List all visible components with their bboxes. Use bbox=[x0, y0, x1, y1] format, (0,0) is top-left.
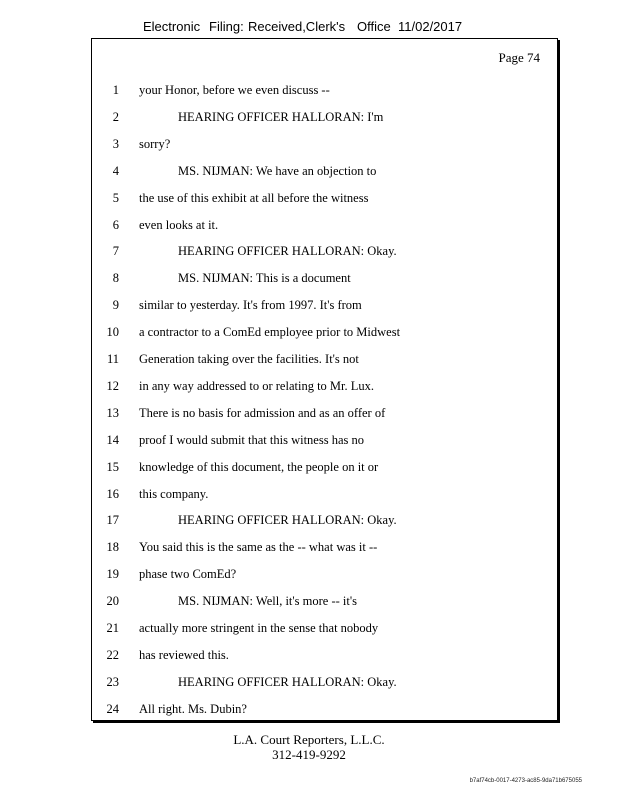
line-number: 1 bbox=[112, 83, 119, 97]
transcript-line bbox=[92, 135, 557, 153]
transcript-line bbox=[92, 296, 557, 314]
footer-phone: 312-419-9292 bbox=[272, 747, 346, 762]
transcript-line bbox=[92, 108, 557, 126]
line-text: MS. NIJMAN: We have an objection to bbox=[178, 163, 377, 178]
header-filing: Filing: bbox=[209, 19, 244, 34]
transcript-line bbox=[92, 673, 557, 691]
line-number: 17 bbox=[106, 513, 119, 528]
transcript-line bbox=[92, 162, 557, 180]
line-number: 7 bbox=[112, 244, 119, 259]
line-text: HEARING OFFICER HALLORAN: I'm bbox=[178, 109, 384, 124]
transcript-line bbox=[92, 592, 557, 610]
transcript-line bbox=[92, 189, 557, 207]
line-text: You said this is the same as the -- what was it -- bbox=[139, 540, 378, 555]
transcript-line bbox=[92, 377, 557, 395]
line-text: similar to yesterday. It's from 1997. It's from bbox=[139, 298, 362, 313]
line-number: 14 bbox=[106, 432, 119, 447]
line-number: 6 bbox=[112, 217, 119, 232]
transcript-line bbox=[92, 242, 557, 260]
line-number: 9 bbox=[112, 298, 119, 313]
line-number: 15 bbox=[106, 459, 119, 474]
transcript-line bbox=[92, 458, 557, 476]
transcript-line bbox=[92, 646, 557, 664]
line-number: 3 bbox=[112, 136, 119, 151]
filing-header bbox=[0, 19, 618, 37]
transcript-line bbox=[92, 216, 557, 234]
line-number: 24 bbox=[106, 701, 119, 716]
header-office: Office bbox=[357, 19, 391, 34]
line-text: even looks at it. bbox=[139, 217, 219, 232]
transcript-line bbox=[92, 700, 557, 718]
line-text: sorry? bbox=[139, 136, 171, 151]
document-id: b7af74cb-0017-4273-ac85-9da71b675055 bbox=[469, 778, 582, 784]
line-text: proof I would submit that this witness has no bbox=[139, 432, 364, 447]
line-number: 10 bbox=[106, 325, 119, 340]
line-number: 11 bbox=[106, 352, 119, 366]
line-text: All right. Ms. Dubin? bbox=[139, 701, 247, 716]
line-text: knowledge of this document, the people on it or bbox=[139, 459, 379, 474]
transcript-line bbox=[92, 404, 557, 422]
line-text: Generation taking over the facilities. It's not bbox=[139, 352, 359, 366]
line-number: 21 bbox=[106, 621, 119, 635]
transcript-line bbox=[92, 269, 557, 287]
transcript-line bbox=[92, 565, 557, 583]
header-received: Received,Clerk's bbox=[248, 19, 346, 34]
line-number: 2 bbox=[112, 109, 119, 124]
line-text: actually more stringent in the sense that nobody bbox=[139, 621, 379, 635]
line-number: 23 bbox=[106, 674, 119, 689]
line-text: MS. NIJMAN: This is a document bbox=[178, 271, 351, 286]
line-text: in any way addressed to or relating to Mr. Lux. bbox=[139, 378, 375, 393]
line-text: this company. bbox=[139, 486, 209, 501]
line-text: the use of this exhibit at all before the witness bbox=[139, 190, 369, 205]
line-number: 19 bbox=[106, 567, 119, 582]
line-number: 4 bbox=[112, 163, 119, 178]
line-number: 12 bbox=[106, 378, 119, 393]
line-text: phase two ComEd? bbox=[139, 567, 237, 582]
line-text: your Honor, before we even discuss -- bbox=[139, 83, 330, 97]
transcript-page bbox=[91, 38, 558, 721]
transcript-line bbox=[92, 350, 557, 368]
transcript-line bbox=[92, 485, 557, 503]
transcript-line bbox=[92, 431, 557, 449]
line-number: 8 bbox=[112, 271, 119, 286]
header-electronic: Electronic bbox=[143, 19, 201, 34]
line-number: 5 bbox=[112, 190, 119, 205]
line-text: There is no basis for admission and as an offer of bbox=[139, 405, 386, 420]
page-number: Page 74 bbox=[498, 50, 540, 65]
line-text: HEARING OFFICER HALLORAN: Okay. bbox=[178, 513, 397, 528]
header-date: 11/02/2017 bbox=[398, 19, 463, 34]
line-text: HEARING OFFICER HALLORAN: Okay. bbox=[178, 674, 397, 689]
line-text: a contractor to a ComEd employee prior to Midwest bbox=[139, 325, 401, 340]
line-number: 18 bbox=[106, 540, 119, 555]
transcript-line bbox=[92, 511, 557, 529]
transcript-line bbox=[92, 323, 557, 341]
footer-company: L.A. Court Reporters, L.L.C. bbox=[233, 732, 385, 747]
transcript-line bbox=[92, 619, 557, 637]
line-number: 16 bbox=[106, 486, 119, 501]
line-text: MS. NIJMAN: Well, it's more -- it's bbox=[178, 594, 357, 609]
transcript-line bbox=[92, 538, 557, 556]
line-text: HEARING OFFICER HALLORAN: Okay. bbox=[178, 244, 397, 259]
line-number: 20 bbox=[106, 594, 119, 609]
line-number: 13 bbox=[106, 405, 119, 420]
transcript-line bbox=[92, 81, 557, 99]
line-text: has reviewed this. bbox=[139, 647, 229, 662]
line-number: 22 bbox=[106, 647, 119, 662]
